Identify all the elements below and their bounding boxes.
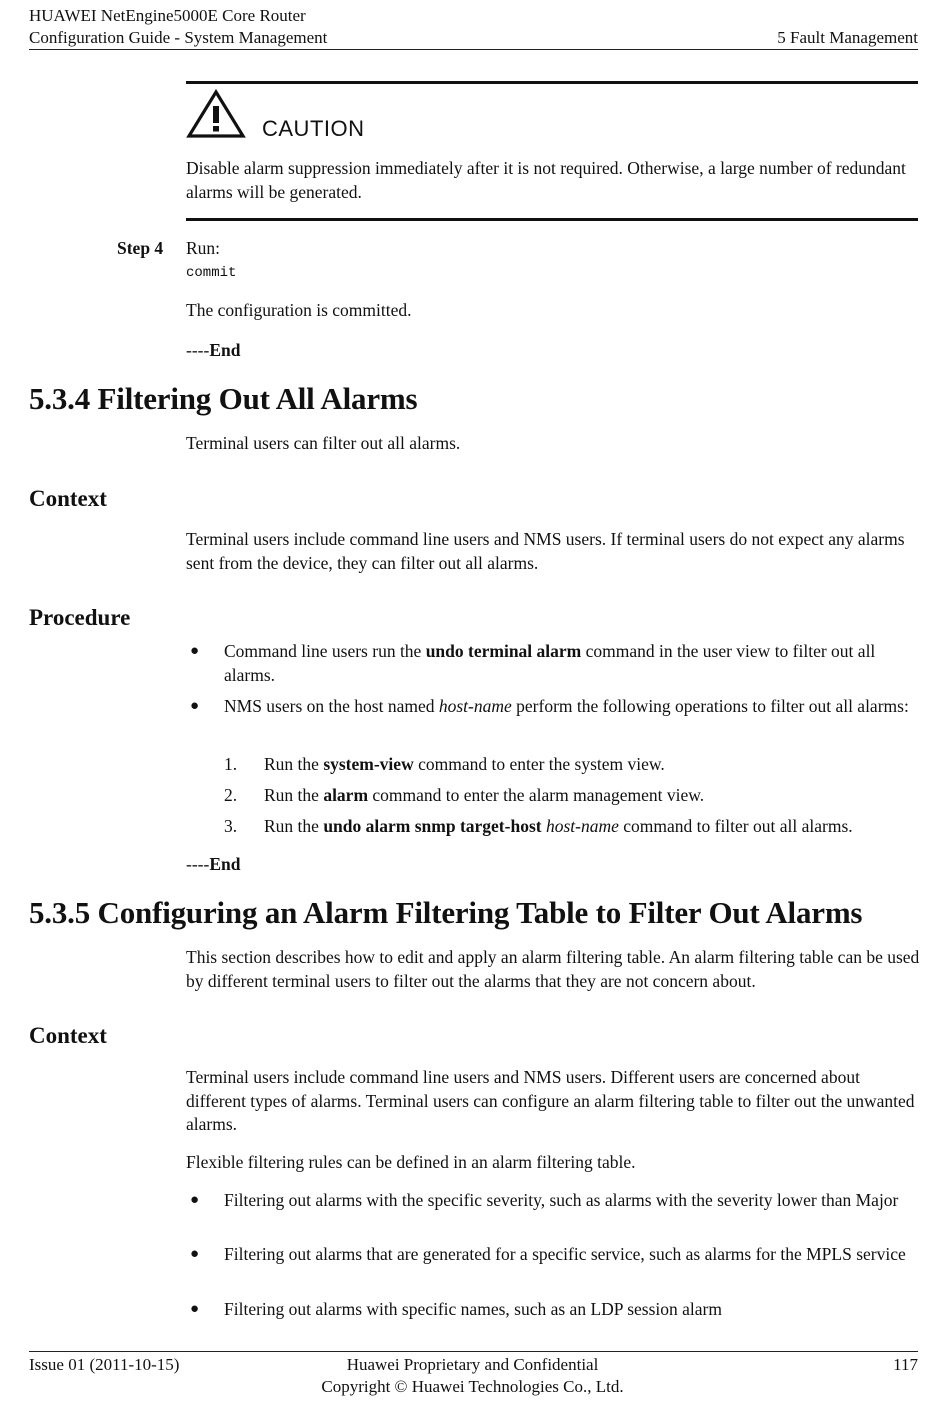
header-rule xyxy=(29,49,918,50)
procedure-bullet-cli: Command line users run the undo terminal alarm command in the user view to filter out all alarms. xyxy=(224,641,876,685)
bullet-icon: ● xyxy=(190,1246,200,1262)
command-commit: commit xyxy=(186,265,237,281)
footer-copyright: Copyright © Huawei Technologies Co., Ltd. xyxy=(321,1377,624,1396)
section-title-534: 5.3.4 Filtering Out All Alarms xyxy=(29,381,418,416)
step-number: 2. xyxy=(224,785,238,805)
step-number: 1. xyxy=(224,754,238,774)
procedure-step-system-view: Run the system-view command to enter the system view. xyxy=(264,754,665,774)
procedure-step-alarm: Run the alarm command to enter the alarm management view. xyxy=(264,785,705,805)
section-intro-535: This section describes how to edit and apply an alarm filtering table. An alarm filtering table can be used by different terminal users to filter out the alarms that they are not concern about. xyxy=(186,947,920,991)
caution-text: Disable alarm suppression immediately after it is not required. Otherwise, a large number of redundant alarms will be generated. xyxy=(186,158,906,202)
header-product: HUAWEI NetEngine5000E Core Router xyxy=(29,6,306,25)
context-text-535: Terminal users include command line users and NMS users. Different users are concerned about different types of alarms. Terminal users can configure an alarm filtering table to filter out the unwanted alarms. xyxy=(186,1067,915,1134)
rules-intro: Flexible filtering rules can be defined in an alarm filtering table. xyxy=(186,1152,636,1172)
context-heading-535: Context xyxy=(29,1023,107,1048)
caution-top-rule xyxy=(186,81,918,84)
page-number: 117 xyxy=(893,1355,918,1374)
footer-proprietary: Huawei Proprietary and Confidential xyxy=(346,1355,599,1374)
context-text-534: Terminal users include command line users and NMS users. If terminal users do not expect any alarms sent from the device, they can filter out all alarms. xyxy=(186,529,905,573)
caution-label: CAUTION xyxy=(262,116,365,141)
section-title-535: 5.3.5 Configuring an Alarm Filtering Table to Filter Out Alarms xyxy=(29,895,863,930)
step-result-text: The configuration is committed. xyxy=(186,300,412,320)
end-marker: ----End xyxy=(186,340,241,360)
procedure-heading-534: Procedure xyxy=(29,605,131,630)
warning-triangle-icon xyxy=(186,89,246,139)
footer-issue: Issue 01 (2011-10-15) xyxy=(29,1355,180,1374)
header-chapter: 5 Fault Management xyxy=(777,28,918,47)
end-marker: ----End xyxy=(186,854,241,874)
filter-rule-item: Filtering out alarms that are generated for a specific service, such as alarms for the MPLS service xyxy=(224,1244,906,1264)
caution-bottom-rule xyxy=(186,218,918,221)
bullet-icon: ● xyxy=(190,643,200,659)
bullet-icon: ● xyxy=(190,698,200,714)
footer-rule xyxy=(29,1351,918,1352)
filter-rule-item: Filtering out alarms with the specific severity, such as alarms with the severity lower than Major xyxy=(224,1190,899,1210)
filter-rule-item: Filtering out alarms with specific names, such as an LDP session alarm xyxy=(224,1299,722,1319)
procedure-bullet-nms: NMS users on the host named host-name perform the following operations to filter out all alarms: xyxy=(224,696,909,716)
header-guide: Configuration Guide - System Management xyxy=(29,28,328,47)
step-number: 3. xyxy=(224,816,238,836)
bullet-icon: ● xyxy=(190,1192,200,1208)
step-label: Step 4 xyxy=(117,238,164,258)
section-intro-534: Terminal users can filter out all alarms. xyxy=(186,433,461,453)
step-run-text: Run: xyxy=(186,238,221,258)
procedure-step-undo-alarm: Run the undo alarm snmp target-host host-name command to filter out all alarms. xyxy=(264,816,853,836)
bullet-icon: ● xyxy=(190,1301,200,1317)
context-heading-534: Context xyxy=(29,486,107,511)
